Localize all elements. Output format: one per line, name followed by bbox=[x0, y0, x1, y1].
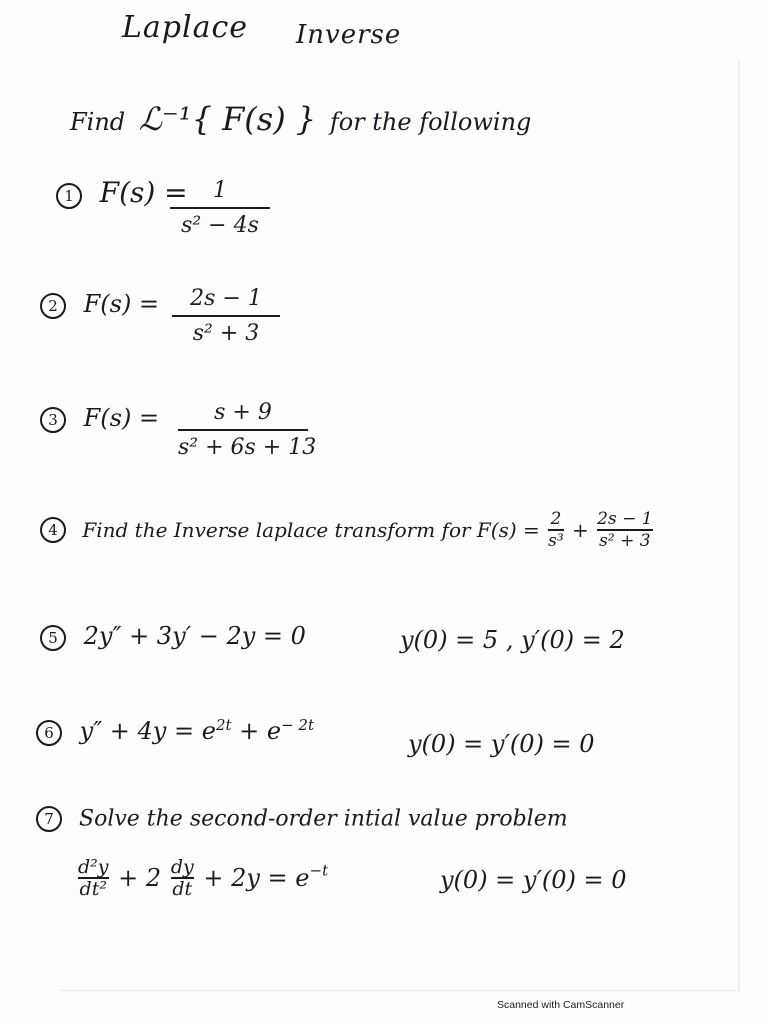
problem-number: 6 bbox=[36, 720, 62, 746]
first-derivative bbox=[171, 858, 194, 898]
laplace-symbol: ℒ⁻¹{ F(s) } bbox=[138, 100, 317, 138]
problem-3-lhs: F(s) = bbox=[83, 404, 160, 432]
instruction-suffix: for the following bbox=[329, 108, 532, 136]
denominator: s³ bbox=[548, 531, 564, 551]
numerator: 2 bbox=[550, 509, 562, 529]
numerator: dy bbox=[170, 856, 194, 878]
fraction-bar bbox=[172, 315, 280, 317]
problem-6-conditions: y(0) = y′(0) = 0 bbox=[408, 730, 595, 758]
instruction-prefix: Find bbox=[70, 108, 126, 136]
title-laplace: Laplace bbox=[122, 10, 249, 45]
problem-2-label bbox=[40, 290, 159, 319]
problem-7-equation bbox=[76, 858, 328, 898]
problem-4 bbox=[40, 510, 655, 550]
problem-1-lhs: F(s) = bbox=[99, 176, 188, 209]
problem-4-fraction-2 bbox=[597, 510, 652, 550]
equation-start: y″ + 4y = e bbox=[79, 717, 216, 745]
numerator: s + 9 bbox=[214, 400, 272, 425]
problem-2-lhs: F(s) = bbox=[83, 290, 160, 318]
scan-edge-bottom bbox=[60, 990, 740, 991]
problem-4-text: Find the Inverse laplace transform for F(s) = bbox=[82, 518, 540, 542]
equation: 2y″ + 3y′ − 2y = 0 bbox=[83, 622, 306, 650]
title-inverse: Inverse bbox=[296, 20, 402, 50]
numerator: 2s − 1 bbox=[190, 286, 262, 311]
problem-3-fraction bbox=[178, 400, 317, 460]
problem-number: 4 bbox=[40, 517, 66, 543]
instruction bbox=[70, 100, 531, 138]
problem-number: 5 bbox=[40, 625, 66, 651]
denominator: s² + 6s + 13 bbox=[178, 435, 317, 460]
rhs-term: + 2y = e bbox=[203, 864, 310, 892]
problem-number: 2 bbox=[40, 293, 66, 319]
problem-2-fraction bbox=[172, 286, 280, 346]
exponent: −t bbox=[309, 861, 329, 880]
scan-edge-right bbox=[738, 60, 740, 990]
problem-5-conditions: y(0) = 5 , y′(0) = 2 bbox=[400, 626, 625, 654]
problem-number: 3 bbox=[40, 407, 66, 433]
exponent-1: 2t bbox=[215, 716, 232, 734]
problem-number: 7 bbox=[36, 806, 62, 832]
denominator: s² − 4s bbox=[181, 213, 259, 238]
numerator: 2s − 1 bbox=[597, 509, 653, 529]
middle-term: + 2 bbox=[118, 864, 162, 892]
problem-1-fraction bbox=[170, 178, 270, 238]
problem-4-fraction-1 bbox=[548, 510, 564, 550]
problem-number: 1 bbox=[56, 183, 82, 209]
fraction-bar bbox=[178, 429, 308, 431]
problem-7-statement: Solve the second-order intial value problem bbox=[79, 806, 568, 832]
second-derivative bbox=[78, 858, 109, 898]
equation-plus: + e bbox=[231, 717, 282, 745]
denominator: s² + 3 bbox=[192, 321, 260, 346]
denominator: dt bbox=[172, 878, 193, 900]
denominator: dt² bbox=[79, 878, 107, 900]
problem-5-equation bbox=[40, 622, 306, 651]
denominator: s² + 3 bbox=[599, 531, 651, 551]
problem-6-equation bbox=[36, 716, 314, 746]
problem-1-label bbox=[56, 176, 188, 209]
problem-7-conditions: y(0) = y′(0) = 0 bbox=[440, 866, 627, 894]
exponent-2: − 2t bbox=[281, 716, 315, 734]
numerator: d²y bbox=[78, 856, 109, 878]
camscanner-footer: Scanned with CamScanner bbox=[497, 999, 625, 1011]
numerator: 1 bbox=[213, 178, 227, 203]
fraction-bar bbox=[170, 207, 270, 209]
problem-7-text bbox=[36, 806, 568, 832]
problem-3-label bbox=[40, 404, 159, 433]
plus-sign: + bbox=[572, 518, 589, 542]
